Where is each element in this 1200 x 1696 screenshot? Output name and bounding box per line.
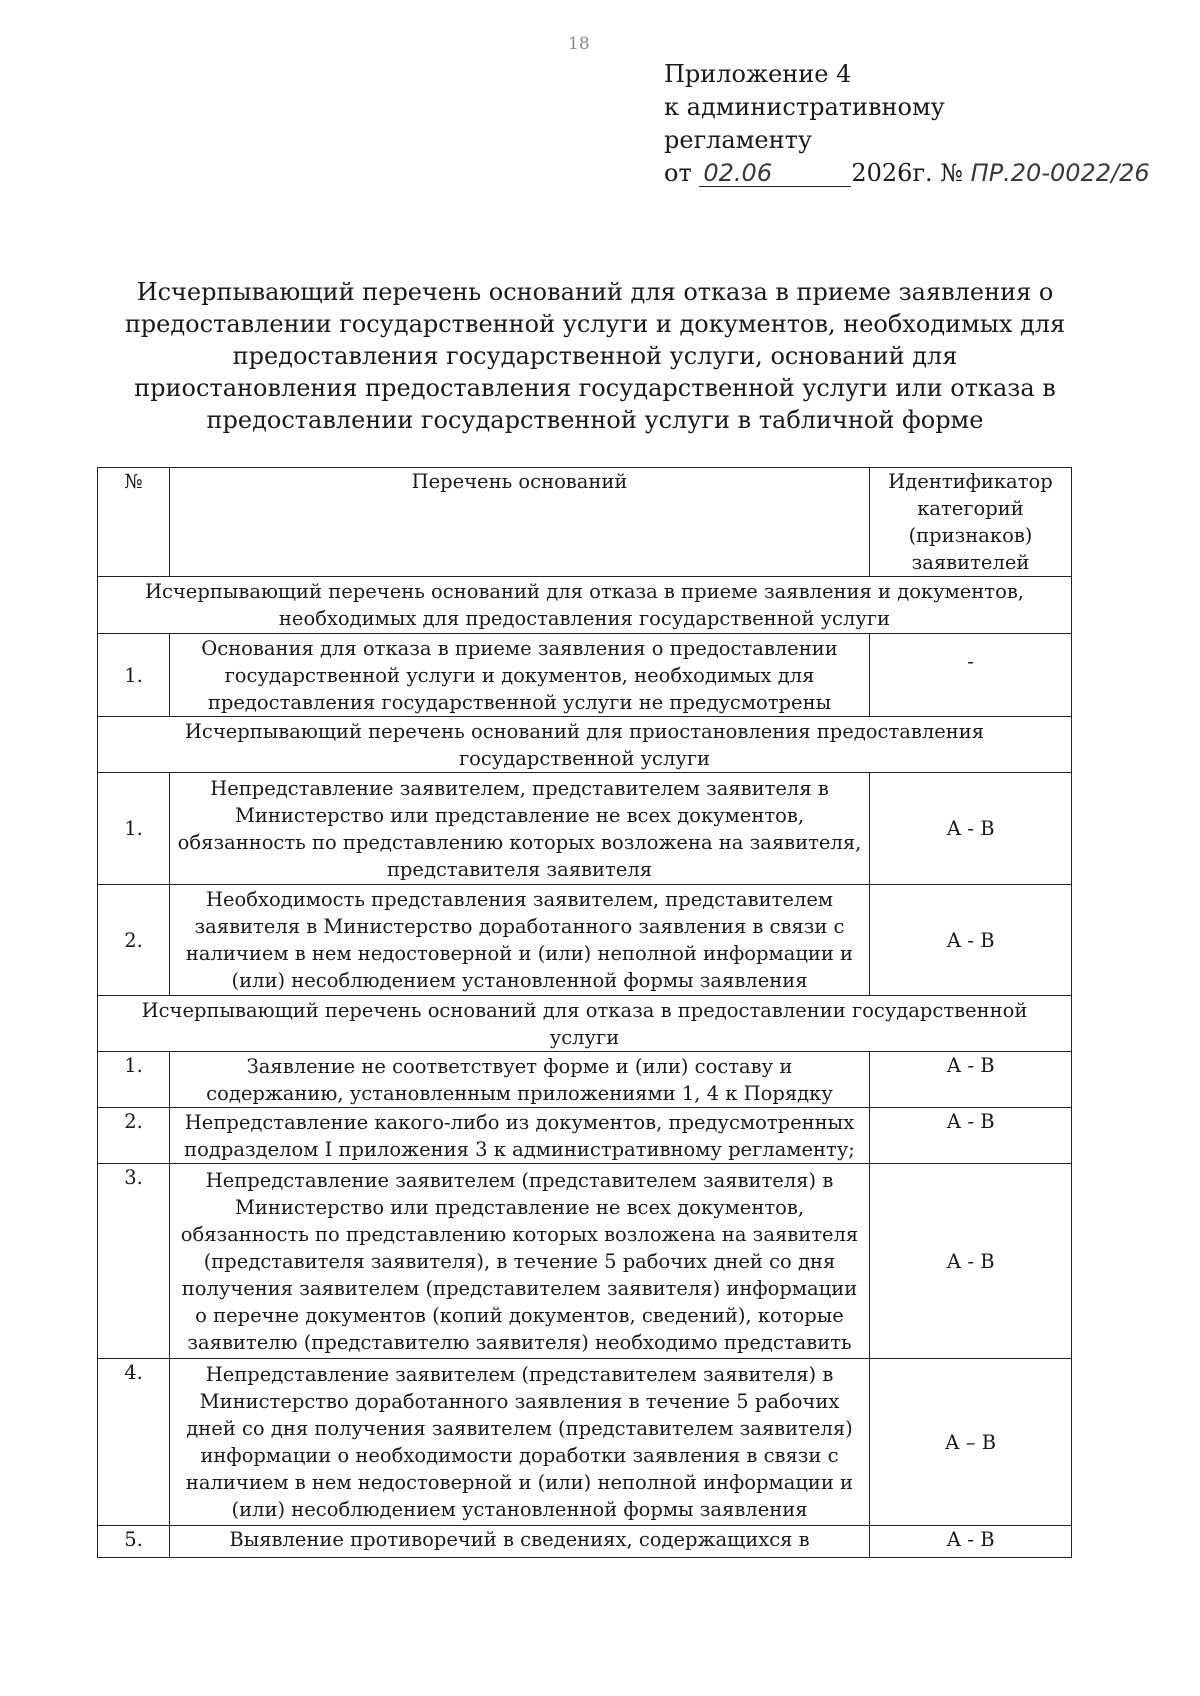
table-row	[98, 1108, 1072, 1164]
row-category-id: А - В	[870, 1164, 1072, 1359]
header-grounds: Перечень оснований	[170, 468, 870, 577]
row-number: 2.	[98, 1108, 170, 1164]
row-category-id: -	[870, 634, 1072, 717]
grounds-table	[97, 467, 1072, 1558]
row-category-id: А - В	[870, 1108, 1072, 1164]
row-number: 1.	[98, 773, 170, 885]
handwritten-document-number: ПР.20-0022/26	[970, 159, 1150, 187]
handwritten-date: 02.06	[699, 160, 851, 187]
row-number: 4.	[98, 1359, 170, 1526]
row-text: Заявление не соответствует форме и (или) составу и содержанию, установленным приложениями 1, 4 к Порядку	[170, 1052, 870, 1108]
table-row	[98, 885, 1072, 996]
row-text: Необходимость представления заявителем, представителем заявителя в Министерство доработанного заявления в связи с наличием в нем недостоверной и (или) неполной информации и (или) несоблюдением установленной формы заявления	[170, 885, 870, 996]
appendix-date-line	[664, 157, 1150, 190]
header-category-id: Идентификатор категорий (признаков) заявителей	[870, 468, 1072, 577]
table-row	[98, 1164, 1072, 1359]
section-title: Исчерпывающий перечень оснований для отказа в приеме заявления и документов, необходимых для предоставления государственной услуги	[98, 577, 1072, 634]
row-category-id: А - В	[870, 1052, 1072, 1108]
document-title: Исчерпывающий перечень оснований для отказа в приеме заявления о предоставлении государственной услуги и документов, необходимых для предоставления государственной услуги, оснований для приостановления предоставления государственной услуги или отказа в предоставлении государственной услуги в табличной форме	[124, 278, 1066, 434]
appendix-line-1: Приложение 4	[664, 60, 852, 88]
page-number: 18	[568, 34, 590, 54]
section-header	[98, 717, 1072, 773]
row-category-id: А – В	[870, 1359, 1072, 1526]
appendix-line-3: регламенту	[664, 126, 812, 154]
row-number: 2.	[98, 885, 170, 996]
date-prefix: от	[664, 159, 692, 187]
row-text: Непредставление какого-либо из документов, предусмотренных подразделом I приложения 3 к административному регламенту;	[170, 1108, 870, 1164]
row-category-id: А - В	[870, 773, 1072, 885]
table-row	[98, 1052, 1072, 1108]
year-number-label: 2026г. №	[851, 159, 963, 187]
header-number: №	[98, 468, 170, 577]
appendix-line-2: к административному	[664, 93, 945, 121]
row-category-id: А - В	[870, 885, 1072, 996]
table-row	[98, 1526, 1072, 1558]
table-row	[98, 773, 1072, 885]
row-number: 1.	[98, 1052, 170, 1108]
section-header	[98, 996, 1072, 1052]
row-text: Непредставление заявителем (представителем заявителя) в Министерство или представление не всех документов, обязанность по представлению которых возложена на заявителя (представителя заявителя), в течение 5 рабочих дней со дня получения заявителем (представителем заявителя) информации о перечне документов (копий документов, сведений), которые заявителю (представителю заявителя) необходимо представить	[170, 1164, 870, 1359]
row-text: Выявление противоречий в сведениях, содержащихся в	[170, 1526, 870, 1558]
section-header	[98, 577, 1072, 634]
header-row	[98, 468, 1072, 577]
row-number: 3.	[98, 1164, 170, 1359]
row-text: Непредставление заявителем (представителем заявителя) в Министерство доработанного заявления в течение 5 рабочих дней со дня получения заявителем (представителем заявителя) информации о необходимости доработки заявления в связи с наличием в нем недостоверной и (или) неполной информации и (или) несоблюдением установленной формы заявления	[170, 1359, 870, 1526]
section-title: Исчерпывающий перечень оснований для приостановления предоставления государственной услуги	[98, 717, 1072, 773]
row-text: Непредставление заявителем, представителем заявителя в Министерство или представление не всех документов, обязанность по представлению которых возложена на заявителя, представителя заявителя	[170, 773, 870, 885]
row-text: Основания для отказа в приеме заявления о предоставлении государственной услуги и документов, необходимых для предоставления государственной услуги не предусмотрены	[170, 634, 870, 717]
table-row	[98, 634, 1072, 717]
section-title: Исчерпывающий перечень оснований для отказа в предоставлении государственной услуги	[98, 996, 1072, 1052]
row-number: 5.	[98, 1526, 170, 1558]
table-row	[98, 1359, 1072, 1526]
appendix-block	[664, 58, 1150, 190]
row-category-id: А - В	[870, 1526, 1072, 1558]
row-number: 1.	[98, 634, 170, 717]
